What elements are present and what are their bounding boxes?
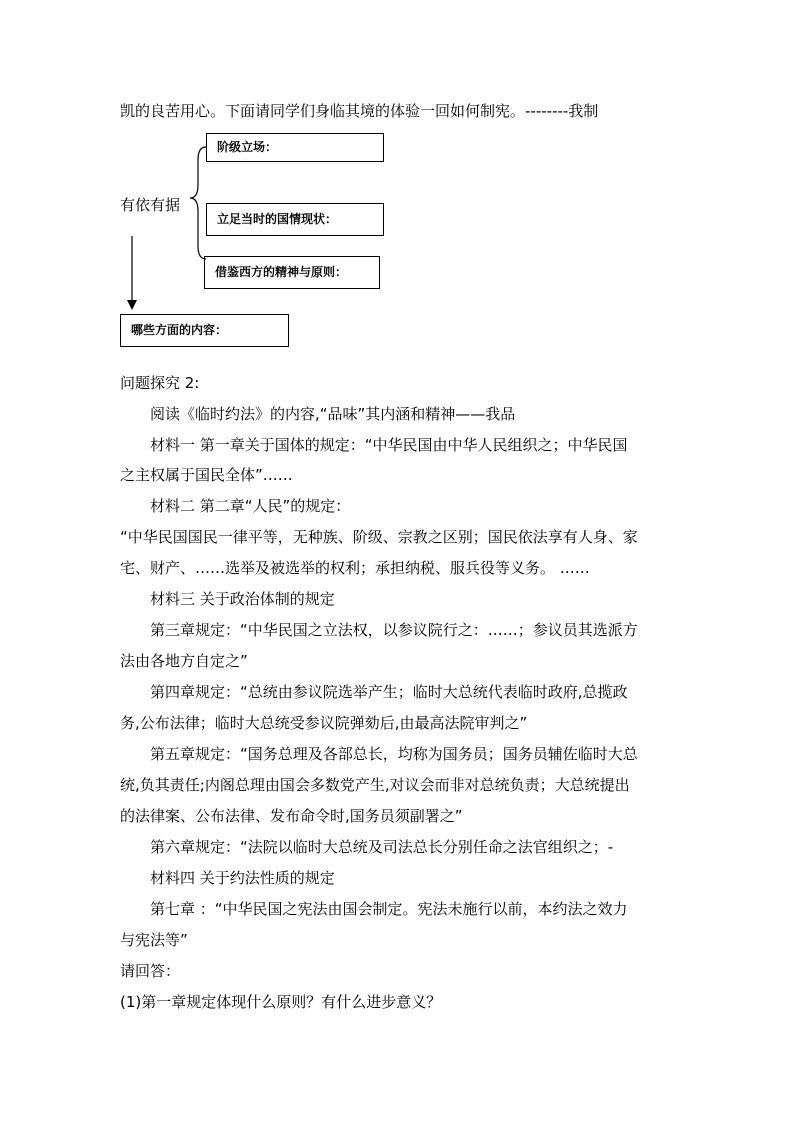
paragraph-line: “中华民国国民一律平等，无种族、阶级、宗教之区别；国民依法享有人身、家 [120,528,638,546]
box-national-conditions-label: 立足当时的国情现状： [217,212,338,226]
paragraph-line: 宅、财产、……选举及被选举的权利；承担纳税、服兵役等义务。 …… [120,559,590,577]
paragraph-line: 材料四 关于约法性质的规定 [150,869,335,887]
paragraph-line: 务,公布法律；临时大总统受参议院弹劾后,由最高法院审判之” [120,714,528,732]
question-prompt: 请回答： [120,962,181,980]
box-western-principles [204,256,380,289]
paragraph-line: 第四章规定：“总统由参议院选举产生；临时大总统代表临时政府,总揽政 [150,683,628,701]
box-contents [120,314,289,347]
paragraph-line: 阅读《临时约法》的内容,“品味”其内涵和精神——我品 [150,405,516,423]
paragraph-line: 第六章规定：“法院以临时大总统及司法总长分别任命之法官组织之；- [150,838,614,856]
paragraph-line: 与宪法等” [120,931,188,949]
box-class-stance-label: 阶级立场： [217,140,278,154]
box-contents-label: 哪些方面的内容： [131,323,228,337]
paragraph-line: 第七章 ：“中华民国之宪法由国会制定。宪法未施行以前，本约法之效力 [150,900,628,918]
paragraph-line: 第五章规定：“国务总理及各部总长，均称为国务员；国务员辅佐临时大总 [150,745,638,763]
paragraph-line: 第三章规定：“中华民国之立法权，以参议院行之：……；参议员其选派方 [150,621,638,639]
brace-icon [190,147,206,259]
question-1: (1)第一章规定体现什么原则？有什么进步意义？ [120,993,442,1011]
section-heading: 问题探究 2: [120,374,200,392]
paragraph-line: 统,负其责任;内阁总理由国会多数党产生,对议会而非对总统负责；大总统提出 [120,776,630,794]
box-national-conditions [206,203,384,236]
paragraph-line: 材料三 关于政治体制的规定 [150,590,335,608]
paragraph-line: 之主权属于国民全体”…… [120,466,293,484]
box-class-stance [206,133,384,162]
box-western-principles-label: 借鉴西方的精神与原则： [215,265,348,279]
paragraph-line: 材料二 第二章“人民”的规定： [150,497,351,515]
intro-line: 凯的良苦用心。下面请同学们身临其境的体验一回如何制宪。--------我制 [120,102,599,120]
diagram-main-label: 有依有据 [120,196,181,214]
paragraph-line: 材料一 第一章关于国体的规定：“中华民国由中华人民组织之；中华民国 [150,436,628,454]
paragraph-line: 法由各地方自定之” [120,652,248,670]
paragraph-line: 的法律案、公布法律、发布命令时,国务员须副署之” [120,807,463,825]
arrow-down-icon [127,300,137,310]
